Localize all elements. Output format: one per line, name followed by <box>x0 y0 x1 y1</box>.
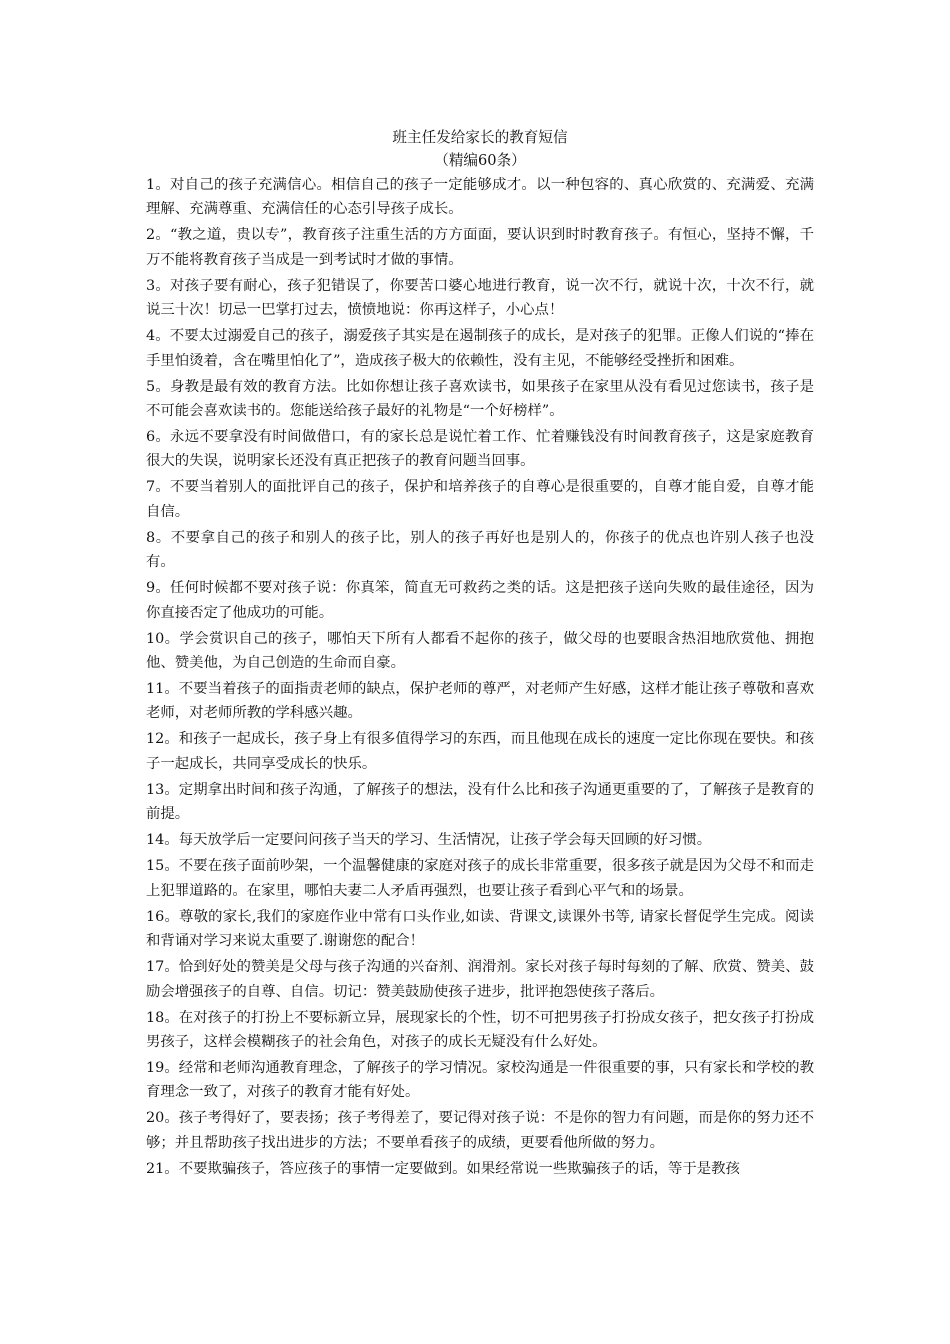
message-item-6: 6。永远不要拿没有时间做借口，有的家长总是说忙着工作、忙着赚钱没有时间教育孩子，这是家庭教育很大的失误，说明家长还没有真正把孩子的教育问题当回事。 <box>146 429 814 470</box>
message-item-14: 14。每天放学后一定要问问孩子当天的学习、生活情况，让孩子学会每天回顾的好习惯。 <box>146 832 712 849</box>
message-item-21: 21。不要欺骗孩子，答应孩子的事情一定要做到。如果经常说一些欺骗孩子的话，等于是教孩 <box>146 1160 740 1177</box>
message-item-11: 11。不要当着孩子的面指责老师的缺点，保护老师的尊严，对老师产生好感，这样才能让孩子尊敬和喜欢老师，对老师所教的学科感兴趣。 <box>146 681 814 722</box>
message-item-13: 13。定期拿出时间和孩子沟通，了解孩子的想法，没有什么比和孩子沟通更重要的了，了解孩子是教育的前提。 <box>146 781 814 823</box>
message-item-12: 12。和孩子一起成长，孩子身上有很多值得学习的东西，而且他现在成长的速度一定比你现在要快。和孩子一起成长，共同享受成长的快乐。 <box>146 731 814 772</box>
message-item-16: 16。尊敬的家长,我们的家庭作业中常有口头作业,如读、背课文,读课外书等, 请家长督促学生完成。阅读和背诵对学习来说太重要了.谢谢您的配合！ <box>146 908 814 950</box>
message-item-19: 19。经常和老师沟通教育理念，了解孩子的学习情况。家校沟通是一件很重要的事，只有家长和学校的教育理念一致了，对孩子的教育才能有好处。 <box>146 1059 814 1101</box>
message-item-4: 4。不要太过溺爱自己的孩子，溺爱孩子其实是在遏制孩子的成长，是对孩子的犯罪。正像人们说的“捧在手里怕烫着，含在嘴里怕化了”，造成孩子极大的依赖性，没有主见，不能够经受挫折和困难。 <box>146 328 814 369</box>
message-item-9: 9。任何时候都不要对孩子说：你真笨，简直无可救药之类的话。这是把孩子送向失败的最佳途径，因为你直接否定了他成功的可能。 <box>146 580 814 621</box>
message-item-3: 3。对孩子要有耐心，孩子犯错误了，你要苦口婆心地进行教育，说一次不行，就说十次，十次不行，就说三十次！切忌一巴掌打过去，愤愤地说：你再这样子，小心点！ <box>146 277 814 319</box>
document-body <box>146 126 814 1183</box>
message-item-10: 10。学会赏识自己的孩子，哪怕天下所有人都看不起你的孩子，做父母的也要眼含热泪地欣赏他、拥抱他、赞美他，为自己创造的生命而自豪。 <box>146 630 814 672</box>
message-item-5: 5。身教是最有效的教育方法。比如你想让孩子喜欢读书，如果孩子在家里从没有看见过您读书，孩子是不可能会喜欢读书的。您能送给孩子最好的礼物是“一个好榜样”。 <box>146 378 814 420</box>
message-item-18: 18。在对孩子的打扮上不要标新立异，展现家长的个性，切不可把男孩子打扮成女孩子，把女孩子打扮成男孩子，这样会模糊孩子的社会角色，对孩子的成长无疑没有什么好处。 <box>146 1009 814 1050</box>
message-list <box>146 173 814 1181</box>
message-item-2: 2。“教之道，贵以专”，教育孩子注重生活的方方面面，要认识到时时教育孩子。有恒心，坚持不懈，千万不能将教育孩子当成是一到考试时才做的事情。 <box>146 227 814 268</box>
message-item-1: 1。对自己的孩子充满信心。相信自己的孩子一定能够成才。以一种包容的、真心欣赏的、充满爱、充满理解、充满尊重、充满信任的心态引导孩子成长。 <box>146 177 814 218</box>
message-item-8: 8。不要拿自己的孩子和别人的孩子比，别人的孩子再好也是别人的，你孩子的优点也许别人孩子也没有。 <box>146 529 814 571</box>
document-subtitle: （精编60条） <box>434 152 526 169</box>
message-item-15: 15。不要在孩子面前吵架，一个温馨健康的家庭对孩子的成长非常重要，很多孩子就是因为父母不和而走上犯罪道路的。在家里，哪怕夫妻二人矛盾再强烈，也要让孩子看到心平气和的场景。 <box>146 858 814 899</box>
message-item-20: 20。孩子考得好了，要表扬；孩子考得差了，要记得对孩子说：不是你的智力有问题，而是你的努力还不够；并且帮助孩子找出进步的方法；不要单看孩子的成绩，更要看他所做的努力。 <box>146 1110 814 1151</box>
document-title: 班主任发给家长的教育短信 <box>392 129 568 146</box>
message-item-7: 7。不要当着别人的面批评自己的孩子，保护和培养孩子的自尊心是很重要的，自尊才能自爱，自尊才能自信。 <box>146 479 814 520</box>
message-item-17: 17。恰到好处的赞美是父母与孩子沟通的兴奋剂、润滑剂。家长对孩子每时每刻的了解、欣赏、赞美、鼓励会增强孩子的自尊、自信。切记：赞美鼓励使孩子进步，批评抱怨使孩子落后。 <box>146 959 814 1000</box>
